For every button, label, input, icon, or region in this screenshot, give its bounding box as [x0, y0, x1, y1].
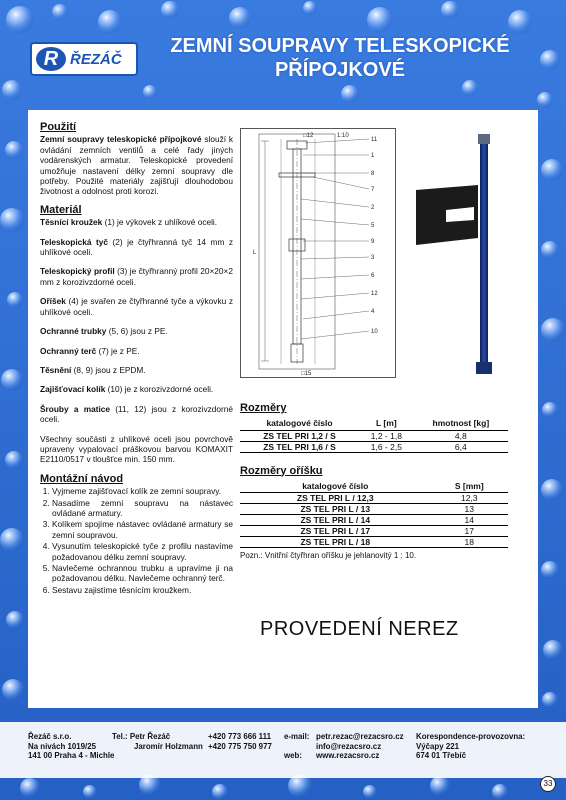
- montaz-step: 1. Vyjmeme zajišťovací kolík ze zemní soupravy.: [52, 486, 233, 496]
- orisku-heading: Rozměry oříšku: [240, 464, 323, 477]
- material-item: [40, 237, 233, 258]
- table-row: [240, 430, 508, 441]
- drawing-label: 9: [371, 239, 375, 245]
- table-row: [240, 515, 508, 526]
- table-row: [240, 526, 508, 537]
- footer-labels: [284, 732, 309, 761]
- table-header-cell: katalogové číslo: [240, 481, 431, 493]
- drawing-label: 8: [371, 171, 375, 177]
- montaz-step: 3. Kolíkem spojíme nástavec ovládané armatury se zemní soupravou.: [52, 519, 233, 540]
- material-item-text: (7) je z PE.: [96, 345, 140, 356]
- montaz-step: 5. Navlečeme ochrannou trubku a upravíme ji na požadovanou délku. Navlečeme ochranný terč.: [52, 563, 233, 584]
- montaz-steps: [52, 486, 233, 595]
- table-cell: ZS TEL PRI 1,6 / S: [240, 441, 359, 452]
- material-heading: Materiál: [40, 203, 82, 216]
- provedeni-label: PROVEDENÍ NEREZ: [260, 618, 459, 640]
- title-line-1: ZEMNÍ SOUPRAVY TELESKOPICKÉ: [170, 35, 510, 57]
- material-item-name: Ochranné trubky: [40, 326, 107, 337]
- drawing-label: 12: [371, 291, 378, 297]
- footer-email-label: e-mail:: [284, 732, 310, 741]
- rozmery-heading: Rozměry: [240, 402, 287, 414]
- table-cell: ZS TEL PRI L / 18: [240, 537, 431, 548]
- material-item: [40, 404, 233, 425]
- drawing-length-label: L: [253, 250, 257, 256]
- drawing-label: 4: [371, 309, 375, 315]
- footer-contacts: [316, 732, 404, 761]
- footer-email-link[interactable]: info@rezacsro.cz: [316, 741, 382, 751]
- footer-phone: +420 773 666 111: [208, 732, 271, 741]
- drawing-label: 10: [371, 329, 378, 335]
- material-item: [40, 266, 233, 287]
- footer-line: Na nivách 1019/25: [28, 741, 96, 751]
- pouziti-lead: Zemní soupravy teleskopické přípojkové: [40, 134, 202, 145]
- table-cell: ZS TEL PRI L / 17: [240, 526, 431, 537]
- material-item-text: (3) je čtyřhranný profil 20×20×2 mm z korozivzdorné oceli.: [40, 266, 233, 287]
- montaz-step: 2. Nasadíme zemní soupravu na nástavec ovládané armatury.: [52, 498, 233, 519]
- table-cell: 4,8: [414, 430, 508, 441]
- table-cell: 17: [431, 526, 508, 537]
- drawing-svg: [241, 129, 397, 379]
- footer-phone: +420 775 750 977: [208, 741, 272, 751]
- title-line-2: PŘÍPOJKOVÉ: [274, 59, 406, 81]
- montaz-step: 6. Sestavu zajistíme těsnícím kroužkem.: [52, 585, 233, 595]
- material-item-name: Teleskopická tyč: [40, 236, 108, 247]
- pouziti-body: slouží k ovládání zemních ventilů a celé řady jiných vodárenských armatur. Teleskopické provedení umožňuje nastavení délky zemní soupravy dle potřeby. Použité materiály zajišťují dlouhodobou životnost a odolnost proti korozi.: [40, 134, 233, 197]
- material-item-name: Teleskopický profil: [40, 266, 115, 277]
- right-column: [240, 402, 530, 560]
- footer-line: Korespondence-provozovna:: [416, 732, 526, 741]
- table-row: [240, 537, 508, 548]
- material-item-name: Těsnící kroužek: [40, 217, 103, 228]
- material-item: [40, 217, 233, 227]
- material-item-name: Těsnění: [40, 364, 72, 375]
- footer-names: [112, 732, 203, 751]
- table-cell: ZS TEL PRI L / 13: [240, 504, 431, 515]
- drawing-scale-label: 1:10: [337, 133, 349, 139]
- material-item-text: (8, 9) jsou z EPDM.: [71, 364, 146, 375]
- material-item-name: Ochranný terč: [40, 345, 97, 356]
- table-header-row: [240, 481, 508, 493]
- material-item: [40, 384, 233, 394]
- left-column: [40, 122, 233, 596]
- material-item: [40, 365, 233, 375]
- table-header-cell: hmotnost [kg]: [414, 418, 508, 430]
- page-header: [0, 0, 566, 110]
- material-item-text: (2) je čtyřhranná tyč 14 mm z uhlíkové oceli.: [40, 236, 233, 258]
- pouziti-heading: Použití: [40, 121, 77, 133]
- material-item-name: Šrouby a matice: [40, 403, 111, 414]
- drawing-label: 6: [371, 273, 375, 279]
- drawing-label: 3: [371, 255, 375, 261]
- montaz-heading: Montážní návod: [40, 472, 124, 485]
- material-item-text: (10) je z korozivzdorné oceli.: [105, 384, 214, 395]
- drawing-label: 7: [371, 187, 375, 193]
- table-cell: 14: [431, 515, 508, 526]
- table-cell: 13: [431, 504, 508, 515]
- pouziti-text: [40, 134, 233, 196]
- material-item: [40, 296, 233, 317]
- product-photo: [406, 130, 524, 380]
- technical-drawing: [240, 128, 396, 378]
- montaz-step: 4. Vysunutím teleskopické tyče z profilu nastavíme požadovanou délku zemní soupravy.: [52, 541, 233, 562]
- orisku-table: [240, 481, 508, 549]
- footer-line: Výčapy 221: [416, 741, 459, 751]
- table-cell: 1,6 - 2,5: [359, 441, 414, 452]
- logo-mark: R: [36, 47, 66, 71]
- material-item-text: (4) je svařen ze čtyřhranné tyče a výkovku z uhlíkové oceli.: [40, 296, 233, 317]
- footer-web-label: web:: [284, 751, 302, 761]
- drawing-label: 11: [371, 137, 378, 143]
- material-item-name: Zajišťovací kolík: [40, 384, 106, 395]
- table-header-row: [240, 418, 508, 430]
- material-item-name: Oříšek: [40, 296, 66, 307]
- logo-text: ŘEZÁČ: [70, 51, 122, 68]
- table-cell: 1,2 - 1,8: [359, 430, 414, 441]
- material-item-text: (1) je výkovek z uhlíkové oceli.: [102, 217, 218, 228]
- page-number: 33: [540, 776, 556, 792]
- content-panel: [28, 110, 538, 708]
- page-footer: [28, 732, 538, 772]
- footer-office: [416, 732, 525, 761]
- table-cell: 18: [431, 537, 508, 548]
- table-row: [240, 441, 508, 452]
- drawing-label: 5: [371, 223, 375, 229]
- page-title: [145, 34, 535, 82]
- table-row: [240, 504, 508, 515]
- footer-line: 141 00 Praha 4 - Michle: [28, 751, 115, 761]
- footer-line: 674 01 Třebíč: [416, 751, 467, 761]
- table-cell: 6,4: [414, 441, 508, 452]
- table-row: [240, 493, 508, 504]
- rozmery-table: [240, 418, 508, 453]
- footer-line: Řezáč s.r.o.: [28, 732, 72, 741]
- drawing-bottom-label: □15: [301, 371, 312, 377]
- footer-name: Jaromír Holzmann: [134, 741, 203, 751]
- drawing-top-label: □12: [303, 133, 314, 139]
- material-item-text: (11, 12) jsou z korozivzdorné oceli.: [40, 403, 233, 425]
- company-logo: [30, 42, 138, 76]
- table-cell: ZS TEL PRI L / 12,3: [240, 493, 431, 504]
- footer-phones: [208, 732, 272, 751]
- product-photo-svg: [406, 130, 524, 380]
- footer-name: Petr Řezáč: [129, 732, 171, 741]
- material-finish: Všechny součásti z uhlíkové oceli jsou povrchově upraveny vypalovací práškovou barvou KOMAXIT E2110/0517 v tloušťce min. 150 mm.: [40, 433, 233, 465]
- footer-company: [28, 732, 114, 761]
- table-header-cell: S [mm]: [431, 481, 508, 493]
- footer-email-link[interactable]: petr.rezac@rezacsro.cz: [316, 732, 404, 741]
- material-item: [40, 326, 233, 336]
- table-cell: ZS TEL PRI L / 14: [240, 515, 431, 526]
- material-item: [40, 346, 233, 356]
- table-cell: 12,3: [431, 493, 508, 504]
- table-header-cell: L [m]: [359, 418, 414, 430]
- drawing-label: 2: [371, 205, 375, 211]
- material-item-text: (5, 6) jsou z PE.: [106, 326, 168, 337]
- footer-web-link[interactable]: www.rezacsro.cz: [316, 751, 380, 761]
- drawing-label: 1: [371, 153, 375, 159]
- footer-tel-label: Tel.:: [112, 732, 128, 741]
- orisku-note: Pozn.: Vnitřní čtyřhran oříšku je jehlanovitý 1 : 10.: [240, 551, 417, 560]
- table-cell: ZS TEL PRI 1,2 / S: [240, 430, 359, 441]
- table-header-cell: katalogové číslo: [240, 418, 359, 430]
